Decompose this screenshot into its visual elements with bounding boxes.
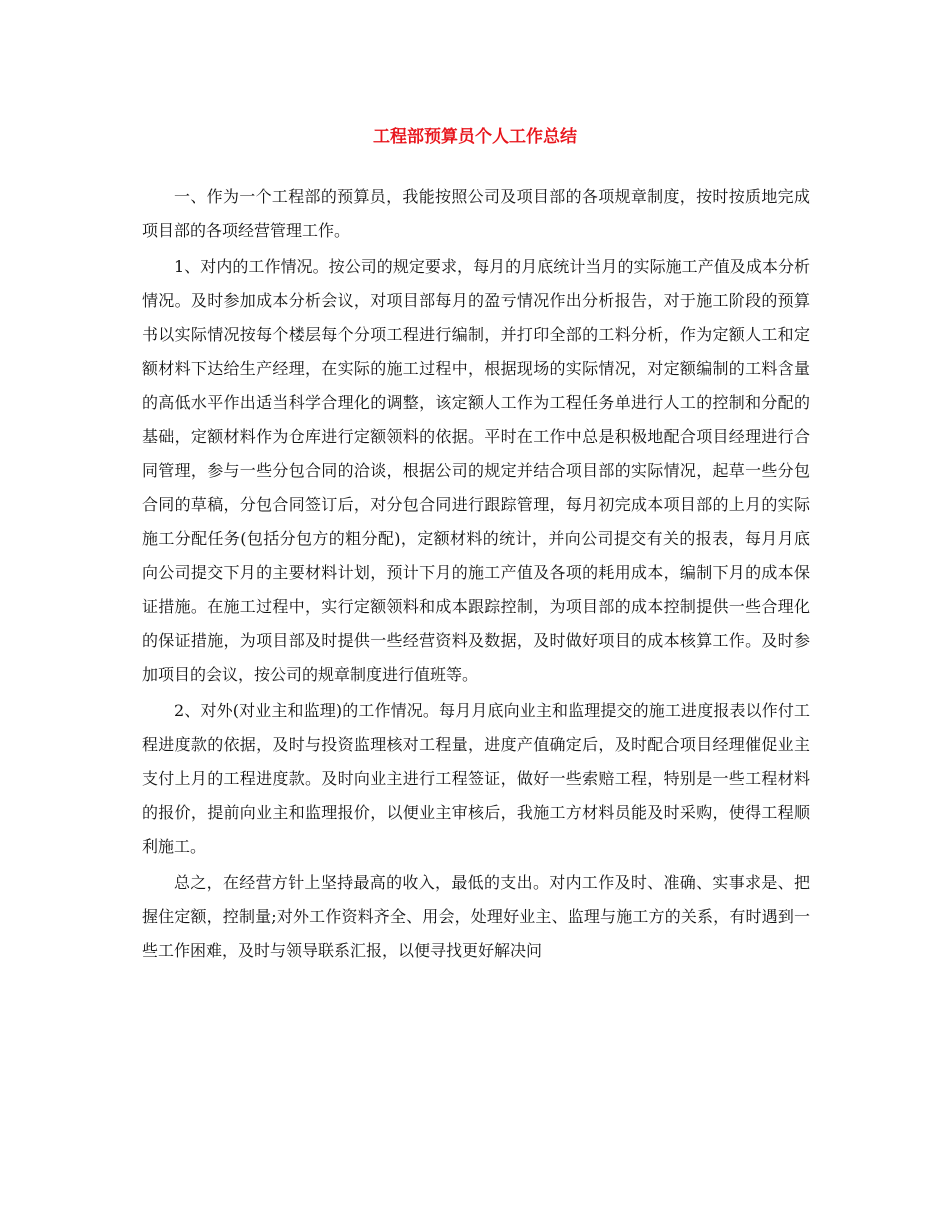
document-body	[142, 180, 810, 970]
paragraph-internal-work: 1、对内的工作情况。按公司的规定要求，每月的月底统计当月的实际施工产值及成本分析情况。及时参加成本分析会议，对项目部每月的盈亏情况作出分析报告，对于施工阶段的预算书以实际情况按每个楼层每个分项工程进行编制，并打印全部的工料分析，作为定额人工和定额材料下达给生产经理，在实际的施工过程中，根据现场的实际情况，对定额编制的工料含量的高低水平作出适当科学合理化的调整，该定额人工作为工程任务单进行人工的控制和分配的基础，定额材料作为仓库进行定额领料的依据。平时在工作中总是积极地配合项目经理进行合同管理，参与一些分包合同的洽谈，根据公司的规定并结合项目部的实际情况，起草一些分包合同的草稿，分包合同签订后，对分包合同进行跟踪管理，每月初完成本项目部的上月的实际施工分配任务(包括分包方的粗分配)，定额材料的统计，并向公司提交有关的报表，每月月底向公司提交下月的主要材料计划，预计下月的施工产值及各项的耗用成本，编制下月的成本保证措施。在施工过程中，实行定额领料和成本跟踪控制，为项目部的成本控制提供一些合理化的保证措施，为项目部及时提供一些经营资料及数据，及时做好项目的成本核算工作。及时参加项目的会议，按公司的规章制度进行值班等。	[142, 257, 810, 684]
paragraph-external-work: 2、对外(对业主和监理)的工作情况。每月月底向业主和监理提交的施工进度报表以作付工程进度款的依据，及时与投资监理核对工程量，进度产值确定后，及时配合项目经理催促业主支付上月的工程进度款。及时向业主进行工程签证，做好一些索赔工程，特别是一些工程材料的报价，提前向业主和监理报价，以便业主审核后，我施工方材料员能及时采购，使得工程顺利施工。	[142, 701, 810, 856]
paragraph-intro: 一、作为一个工程部的预算员，我能按照公司及项目部的各项规章制度，按时按质地完成项目部的各项经营管理工作。	[142, 187, 810, 240]
document-title: 工程部预算员个人工作总结	[373, 127, 577, 147]
paragraph-summary: 总之，在经营方针上坚持最高的收入，最低的支出。对内工作及时、准确、实事求是、把握住定额，控制量;对外工作资料齐全、用会，处理好业主、监理与施工方的关系，有时遇到一些工作困难，及时与领导联系汇报，以便寻找更好解决问	[142, 873, 810, 960]
